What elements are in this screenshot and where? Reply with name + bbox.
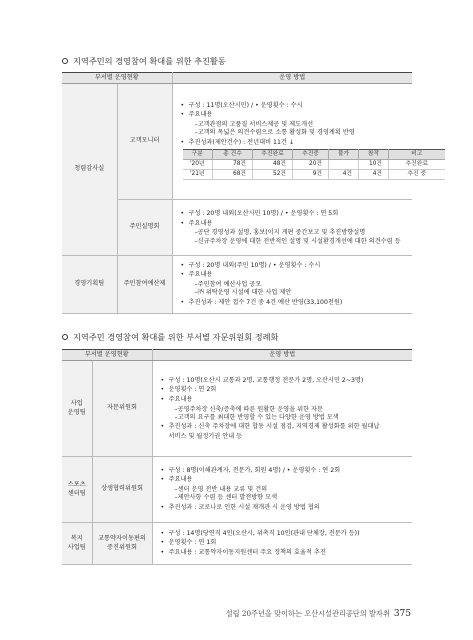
list-item: • 주요내용 [161,396,407,404]
name-cell: 고객모니터 [117,84,172,200]
table-row [62,84,412,200]
list-item: • 추진성과 : 제안 접수 7건 중 4건 예산 반영(33,100천원) [181,299,407,307]
page-footer [226,608,411,620]
method-cell [152,361,412,457]
results-table [183,149,445,180]
list-item: • 주요내용 [161,476,407,484]
group-cell: 스포츠 센터팀 [62,457,92,523]
section1-header-dept: 부서별 운영현황 [62,73,172,84]
sub-list-item: – 제안사항 수렴 등 센터 발전방향 모색 [167,494,407,502]
sub-list-item: – 고객의 요구를 최대한 반영할 수 있는 다양한 운영 방법 모색 [167,414,407,422]
list-item: • 운영횟수 : 연 2회 [161,386,407,394]
list-item: • 주요내용 [181,220,407,228]
method-cell [172,200,412,256]
method-cell [152,457,412,523]
sub-list-item: – 주민참여 예산사업 공모 [187,281,407,289]
continuation-text: 서비스 및 월정기권 안내 등 [168,432,243,440]
list-item: • 추진성과(제안건수) : 전년대비 11건 ↓ [181,139,407,147]
list-item: • 구성 : 8명(이해관계자, 전문가, 회원 4명) / • 운영횟수 : 연 2회 [161,467,407,475]
sub-list-item: – 고객의 목넓은 의견수렴으로 소통 활성화 및 경영계획 반영 [187,129,407,137]
list-item: • 주요내용 [181,111,407,119]
section1-header-method: 운영 방법 [172,73,412,84]
sub-list-item: – 공영주차장 신축/증축에 따른 원활한 운영을 위한 자문 [167,406,407,414]
group-cell: 경영기획팀 [62,256,117,314]
name-cell: 주민실명회 [117,200,172,256]
method-cell [172,84,428,200]
list-item: • 주요내용 : 교통약자이동지원센터 주요 정책의 효율적 추진 [161,549,407,557]
footer-text: 설립 20주년을 맞이하는 오산시설관리공단의 발자취 [225,608,390,618]
section2-header-dept: 부서별 운영현황 [62,350,152,361]
name-cell: 교통약자이동편의 증진위원회 [92,523,152,565]
section2-header-row [62,350,412,361]
name-cell: 주민참여예산제 [117,256,172,314]
list-item: • 구성 : 10명(오산시 교통과 2명, 교통행정 전문가 2명, 오산시민 2~3명) [161,377,407,385]
section2-table [62,349,412,565]
sub-list-item: – 센터 운영 전반 내용 교류 및 건의 [167,486,407,494]
method-cell [152,523,412,565]
section1-title: 지역주민의 경영참여 확대를 위한 추진활동 [62,56,226,67]
list-item: • 추진성과 : 신축 주차장에 대한 합동 시설 점검, 지역경제 활성화를 위한 월대납 [161,423,407,431]
list-item: • 구성 : 20명 내외(주민 10명) / • 운영횟수 : 수시 [181,262,407,270]
list-item: • 추진성과 : 코로나로 인한 시설 재개관 시 운영 방법 협의 [161,504,407,512]
list-item: • 구성 : 14명(당연직 4인(오산시, 위촉직 10인(관내 단체장, 전문가 등)) [161,530,407,538]
list-item: • 주요내용 [181,271,407,279]
section2-title: 지역주민 경영참여 확대를 위한 부서별 자문위원회 정례화 [62,332,278,343]
circle-bullet-icon [62,58,68,64]
sub-list-item: – 신규주차장 운영에 대한 전반적인 설명 및 시설환경개선에 대한 의견수렴 등 [187,238,407,246]
list-item: • 운영횟수 : 연 1회 [161,539,407,547]
table-row [62,361,412,457]
group-cell: 복지 사업팀 [62,523,92,565]
section1-header-row [62,73,412,84]
table-row [62,457,412,523]
list-item: • 구성 : 11명(오산시민) / • 운영횟수 : 수시 [181,102,407,110]
name-cell: 상생협력위원회 [92,457,152,523]
page-number: 375 [393,608,411,619]
results-header-row: 구분 총 건수 추진완료 추진중 불가 참작 비고 [183,150,445,160]
table-row [62,523,412,565]
table-row [62,256,412,314]
sub-list-item: – 공단 경영성과 설명, 홍보(이지 게편 중간보고 및 추진방향설명 [187,229,407,237]
group-cell: 청렴감사실 [62,84,117,256]
results-row: '20년 78건 48건 20건 10건 추진완료 [183,160,445,170]
list-item: • 구성 : 20명 내외(오산시민 10명) / • 운영횟수 : 연 5회 [181,210,407,218]
sub-list-item: – 고객관점의 고품질 서비스제공 및 제도개선 [187,121,407,129]
circle-bullet-icon [62,334,68,340]
section1-table [62,72,428,314]
method-cell [172,256,412,314]
name-cell: 자문위원회 [92,361,152,457]
sub-list-item: – ㈜ 위탁운영 시설에 대한 사업 제안 [187,289,407,297]
section2-header-method: 운영 방법 [152,350,412,361]
results-row: '21년 68건 52건 9건 4건 4건 추진 중 [183,170,445,180]
group-cell: 사업 운영팀 [62,361,92,457]
